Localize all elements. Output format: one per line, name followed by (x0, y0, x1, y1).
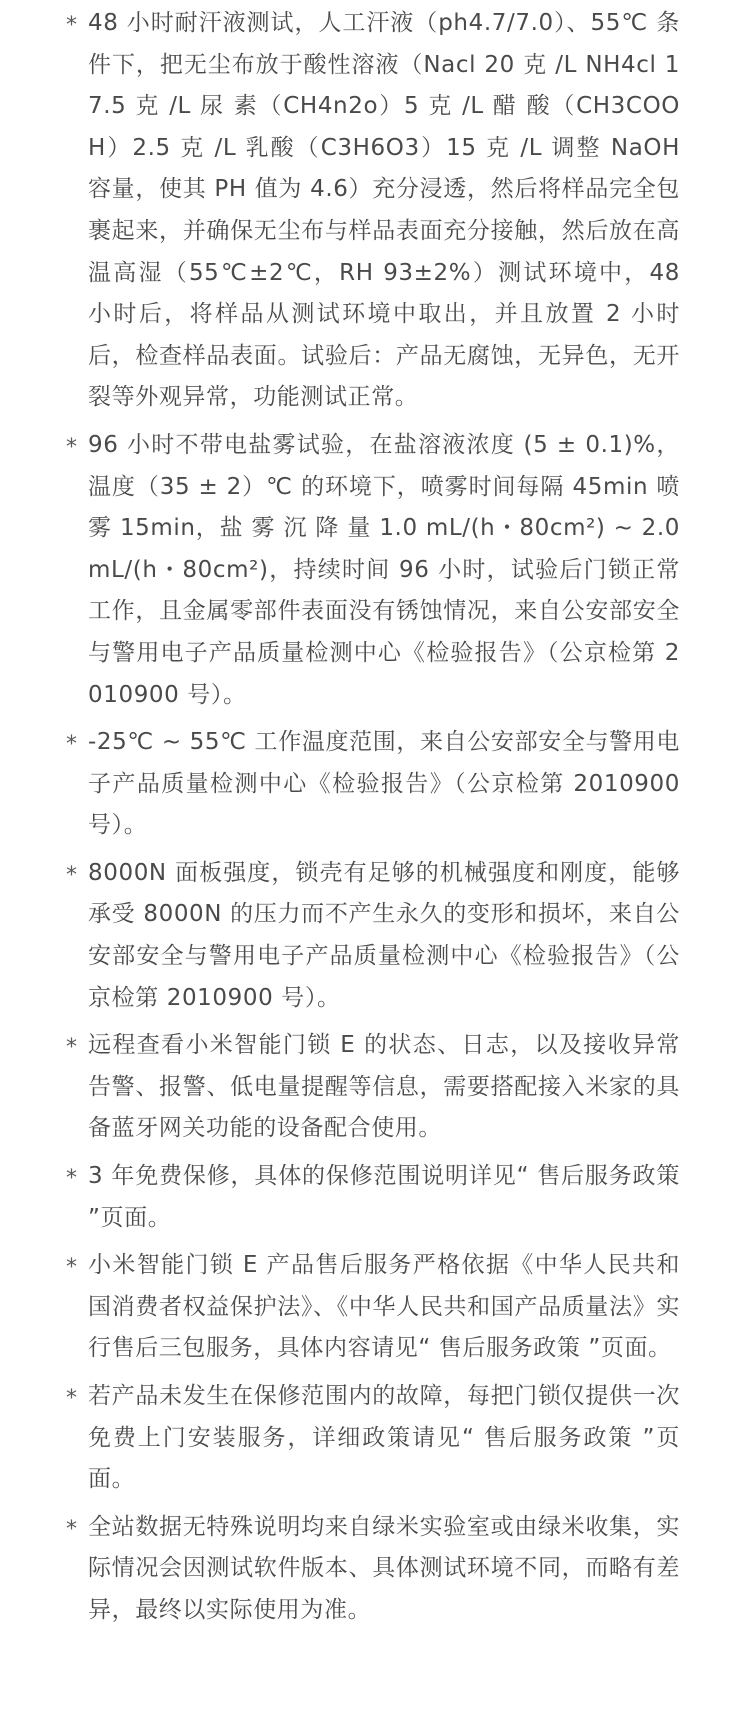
note-text: 48 小时耐汗液测试，人工汗液（ph4.7/7.0）、55℃ 条件下，把无尘布放于酸性溶液（Nacl 20 克 /L NH4cl 17.5 克 /L 尿 素（CH4n2o）5 克 /L 醋 酸（CH3COOH）2.5 克 /L 乳酸（C3H6O3）15 克 /L 调整 NaOH 容量，使其 PH 值为 4.6）充分浸透，然后将样品完全包裹起来，并确保无尘布与样品表面充分接触，然后放在高温高湿（55℃±2℃，RH 93±2%）测试环境中，48 小时后，将样品从测试环境中取出，并且放置 2 小时后，检查样品表面。试验后：产品无腐蚀，无异色，无开裂等外观异常，功能测试正常。 (88, 10, 680, 411)
asterisk-bullet-icon: * (66, 1166, 77, 1192)
note-text: 96 小时不带电盐雾试验，在盐溶液浓度 (5 ± 0.1)%，温度（35 ± 2）℃ 的环境下，喷雾时间每隔 45min 喷 雾 15min，盐 雾 沉 降 量 1.0 mL/(h・80cm²) ~ 2.0 mL/(h・80cm²)，持续时间 96 小时，试验后门锁正常工作，且金属零部件表面没有锈蚀情况，来自公安部安全与警用电子产品质量检测中心《检验报告》（公京检第 2010900 号）。 (88, 431, 680, 708)
asterisk-bullet-icon: * (66, 1035, 77, 1061)
note-item-sweat-test (0, 3, 750, 419)
asterisk-bullet-icon: * (66, 13, 77, 38)
asterisk-bullet-icon: * (66, 732, 77, 758)
note-text: 全站数据无特殊说明均来自绿米实验室或由绿米收集，实际情况会因测试软件版本、具体测试环境不同，而略有差异，最终以实际使用为准。 (88, 1513, 680, 1623)
note-item-installation (0, 1376, 750, 1501)
note-text: 远程查看小米智能门锁 E 的状态、日志，以及接收异常告警、报警、低电量提醒等信息，需要搭配接入米家的具备蓝牙网关功能的设备配合使用。 (88, 1032, 680, 1142)
asterisk-bullet-icon: * (66, 1386, 77, 1411)
note-item-temperature-range (0, 722, 750, 847)
note-item-after-sales (0, 1245, 750, 1370)
note-item-warranty (0, 1156, 750, 1239)
note-text: 8000N 面板强度，锁壳有足够的机械强度和刚度，能够承受 8000N 的压力而不产生永久的变形和损坏，来自公安部安全与警用电子产品质量检测中心《检验报告》（公京检第 2010900 号）。 (88, 859, 680, 1011)
asterisk-bullet-icon: * (66, 1516, 77, 1542)
note-text: 3 年免费保修，具体的保修范围说明详见“ 售后服务政策 ”页面。 (88, 1163, 680, 1231)
note-text: -25℃ ~ 55℃ 工作温度范围，来自公安部安全与警用电子产品质量检测中心《检验报告》（公京检第 2010900 号）。 (88, 729, 680, 839)
note-text: 小米智能门锁 E 产品售后服务严格依据《中华人民共和国消费者权益保护法》、《中华人民共和国产品质量法》实行售后三包服务，具体内容请见“ 售后服务政策 ”页面。 (88, 1252, 680, 1362)
asterisk-bullet-icon: * (66, 1255, 77, 1281)
note-item-data-source (0, 1507, 750, 1632)
note-item-remote-view (0, 1025, 750, 1150)
note-item-salt-spray-test (0, 425, 750, 716)
asterisk-bullet-icon: * (66, 434, 77, 460)
note-text: 若产品未发生在保修范围内的故障，每把门锁仅提供一次免费上门安装服务，详细政策请见“ 售后服务政策 ”页面。 (88, 1383, 680, 1493)
note-item-panel-strength (0, 853, 750, 1019)
notes-list (0, 3, 750, 1638)
asterisk-bullet-icon: * (66, 862, 77, 888)
